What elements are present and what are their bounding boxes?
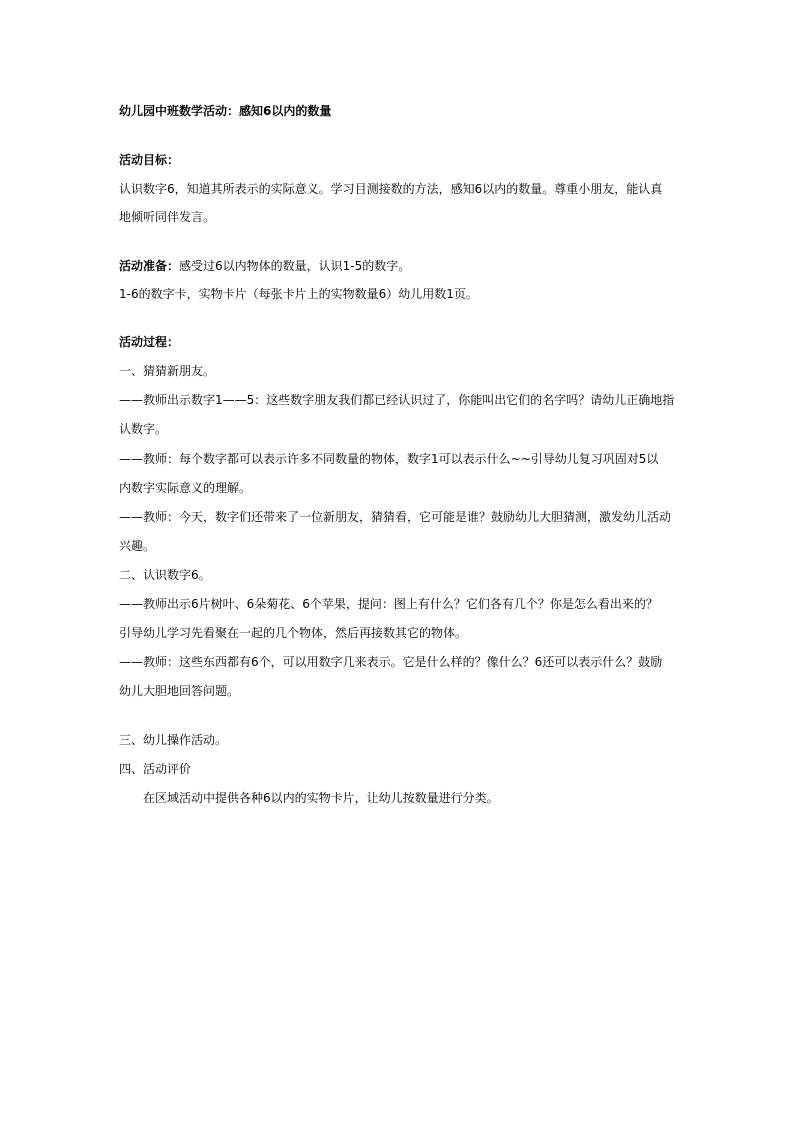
goals-line-1: 认识数字6，知道其所表示的实际意义。学习目测接数的方法，感知6以内的数量。尊重小朋友，能认真: [119, 182, 663, 196]
prep-text: 感受过6以内物体的数量，认识1-5的数字。: [179, 259, 411, 273]
process-line: ——教师出示6片树叶、6朵菊花、6个苹果，提问：图上有什么？它们各有几个？你是怎么看出来的？: [119, 597, 658, 611]
goals-line-2: 地倾听同伴发言。: [119, 210, 216, 224]
prep-line-2: 1-6的数字卡，实物卡片（每张卡片上的实物数量6）幼儿用数1页。: [119, 287, 478, 301]
prep-paragraph: [119, 258, 410, 274]
process-line: 二、认识数字6。: [119, 568, 211, 582]
process-line: 内数字实际意义的理解。: [119, 481, 252, 495]
process-line: 幼儿大胆地回答问题。: [119, 684, 240, 698]
process-line: ——教师：今天，数字们还带来了一位新朋友，猜猜看，它可能是谁？鼓励幼儿大胆猜测，激发幼儿活动: [119, 510, 672, 524]
process-line: 一、猜猜新朋友。: [119, 364, 216, 378]
process-line: 兴趣。: [119, 539, 156, 553]
process-line: ——教师出示数字1——5：这些数字朋友我们都已经认识过了，你能叫出它们的名字吗？请幼儿正确地指: [119, 393, 675, 407]
section-3-heading: 三、幼儿操作活动。: [119, 733, 228, 747]
goals-heading: 活动目标：: [119, 153, 180, 167]
process-line: ——教师：这些东西都有6个，可以用数字几来表示。它是什么样的？像什么？6还可以表示什么？鼓励: [119, 655, 663, 669]
process-heading: 活动过程：: [119, 335, 180, 349]
evaluation-text: 在区域活动中提供各种6以内的实物卡片，让幼儿按数量进行分类。: [143, 791, 499, 805]
process-line: 认数字。: [119, 422, 168, 436]
section-4-heading: 四、活动评价: [119, 762, 192, 776]
document-title: 幼儿园中班数学活动：感知6以内的数量: [119, 104, 332, 118]
process-line: ——教师：每个数字都可以表示许多不同数量的物体，数字1可以表示什么~~引导幼儿复习巩固对5以: [119, 452, 659, 466]
process-line: 引导幼儿学习先看聚在一起的几个物体，然后再接数其它的物体。: [119, 626, 468, 640]
prep-heading: 活动准备：: [119, 259, 180, 273]
